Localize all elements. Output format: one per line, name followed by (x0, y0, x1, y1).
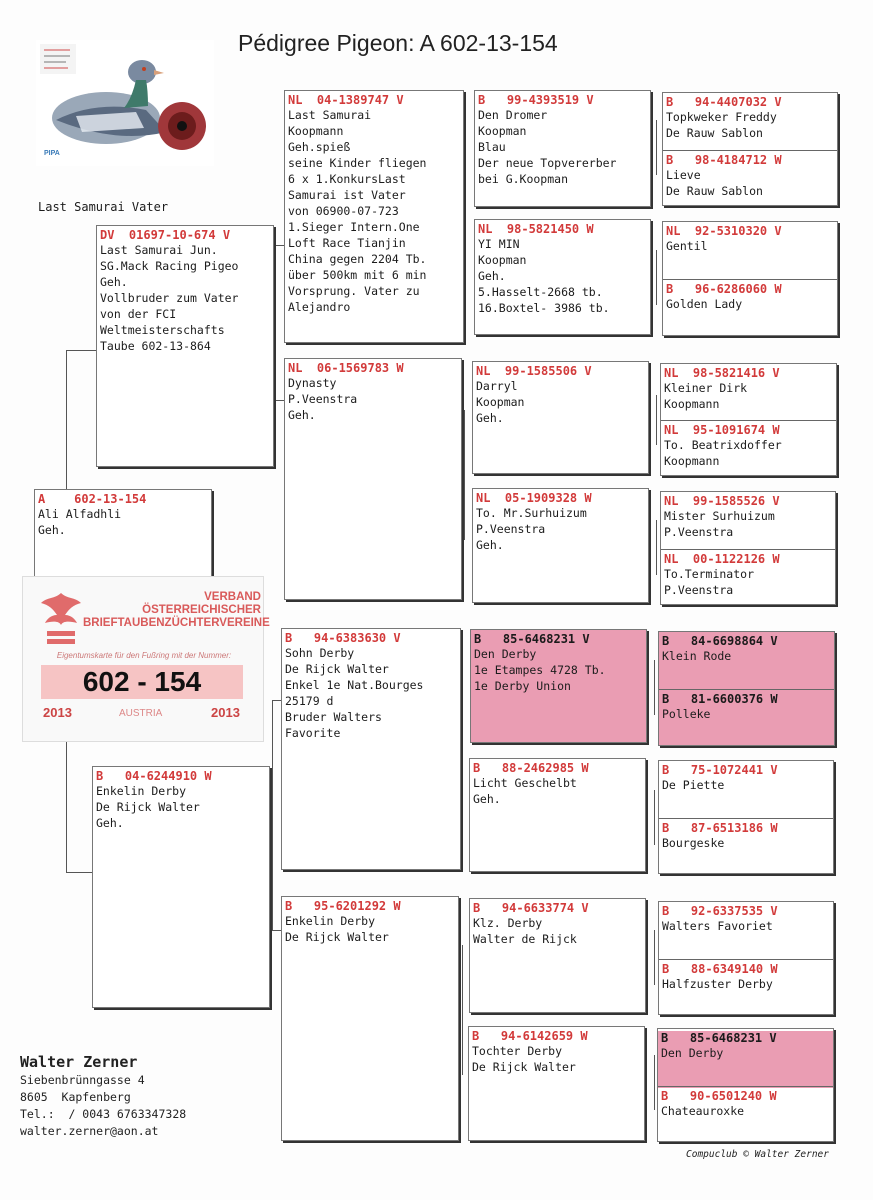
card-line: P.Veenstra (664, 525, 734, 539)
association-line: ÖSTERREICHISCHER (142, 604, 261, 616)
ring-number: NL 99-1585506 V (476, 364, 592, 378)
gggp-card[interactable] (659, 960, 833, 992)
sire-sire-card[interactable] (284, 90, 464, 343)
ring-number: NL 95-1091674 W (664, 423, 780, 437)
card-line: De Rijck Walter (285, 662, 389, 676)
connector (656, 120, 657, 175)
card-line: von 06900-07-723 (288, 204, 399, 218)
gggp-pair (657, 1028, 834, 1142)
ring-number: B 94-6633774 V (473, 901, 589, 915)
gggp-card[interactable] (659, 904, 833, 934)
gggp-pair (662, 92, 838, 206)
dam-card[interactable] (92, 766, 270, 1008)
pigeon-card[interactable] (34, 489, 212, 579)
card-line: Klz. Derby (473, 916, 543, 930)
address-line: 8605 Kapfenberg (20, 1090, 131, 1104)
ring-number: DV 01697-10-674 V (100, 228, 231, 242)
card-line: Ali Alfadhli (38, 507, 122, 521)
sire-card[interactable] (96, 225, 274, 467)
card-line: Walter de Rijck (473, 932, 577, 946)
card-line: Samurai ist Vater (288, 188, 406, 202)
gggp-card-highlighted[interactable] (658, 1031, 833, 1088)
card-line: P.Veenstra (476, 522, 546, 536)
ggp-card[interactable] (468, 1026, 645, 1141)
card-line: De Rijck Walter (96, 800, 200, 814)
card-line: Polleke (662, 707, 711, 721)
address-line: Siebenbrünngasse 4 (20, 1073, 145, 1087)
card-line: Geh. (100, 275, 128, 289)
card-line: De Piette (662, 778, 725, 792)
card-line: 1.Sieger Intern.One (288, 220, 420, 234)
card-line: Vollbruder zum Vater (100, 291, 239, 305)
card-line: P.Veenstra (664, 583, 734, 597)
card-line: Geh. (473, 792, 501, 806)
ring-number: B 87-6513186 W (662, 821, 778, 835)
connector (272, 700, 273, 930)
card-line: Der neue Topvererber (478, 156, 617, 170)
ggp-card-highlighted[interactable] (470, 629, 647, 743)
card-line: Koopmann (288, 124, 344, 138)
card-subtitle: Eigentumskarte für den Fußring mit der Nummer: (56, 651, 232, 660)
ring-number: B 96-6286060 W (666, 282, 782, 296)
card-line: Topkweker Freddy (666, 110, 777, 124)
card-line: Darryl (476, 379, 518, 393)
ring-number: B 88-2462985 W (473, 761, 589, 775)
card-line: Last Samurai (288, 108, 372, 122)
ring-number: NL 98-5821450 W (478, 222, 594, 236)
ring-number: B 04-6244910 W (96, 769, 212, 783)
gggp-card[interactable] (659, 690, 834, 722)
card-line: Enkel 1e Nat.Bourges (285, 678, 424, 692)
ownership-card (22, 576, 270, 742)
ring-number: B 85-6468231 V (661, 1031, 777, 1045)
gggp-card[interactable] (659, 634, 834, 664)
card-line: Den Derby (661, 1046, 724, 1060)
ring-number: B 94-4407032 V (666, 95, 782, 109)
pigeon-photo (36, 40, 214, 166)
card-line: bei G.Koopman (478, 172, 569, 186)
ggp-card[interactable] (474, 219, 651, 335)
ggp-card[interactable] (472, 488, 649, 603)
card-line: 16.Boxtel- 3986 tb. (478, 301, 610, 315)
connector (464, 150, 465, 270)
ring-number: NL 92-5310320 V (666, 224, 782, 238)
card-line: Koopmann (664, 397, 720, 411)
gggp-card[interactable] (663, 95, 837, 141)
card-line: De Rauw Sablon (666, 126, 763, 140)
card-line: Geh. (476, 538, 504, 552)
connector (656, 250, 657, 305)
card-line: Blau (478, 140, 506, 154)
card-line: To. Mr.Surhuizum (476, 506, 587, 520)
gggp-card[interactable] (663, 151, 837, 199)
card-line: Gentil (666, 239, 708, 253)
ring-number: B 98-4184712 W (666, 153, 782, 167)
ggp-card[interactable] (474, 90, 651, 207)
ring-number: B 95-6201292 W (285, 899, 401, 913)
card-line: Geh. (476, 411, 504, 425)
ring-number: NL 99-1585526 V (664, 494, 780, 508)
ggp-card[interactable] (469, 758, 646, 872)
ring-number: NL 98-5821416 V (664, 366, 780, 380)
ring-number: B 90-6501240 W (661, 1089, 777, 1103)
email: walter.zerner@aon.at (20, 1124, 159, 1138)
card-year-right: 2013 (211, 705, 240, 720)
card-line: Dynasty (288, 376, 337, 390)
card-line: Geh. (288, 408, 316, 422)
card-line: 6 x 1.KonkursLast (288, 172, 406, 186)
phone: Tel.: / 0043 6763347328 (20, 1107, 187, 1121)
ring-number: A 602-13-154 (38, 492, 147, 506)
ggp-card[interactable] (469, 898, 646, 1013)
gggp-card[interactable] (663, 224, 837, 254)
card-line: Koopman (476, 395, 525, 409)
page-title: Pédigree Pigeon: A 602-13-154 (238, 30, 558, 56)
ring-number: B 81-6600376 W (662, 692, 778, 706)
ring-number: B 84-6698864 V (662, 634, 778, 648)
card-line: Enkelin Derby (285, 914, 376, 928)
gggp-pair (662, 221, 838, 336)
dam-dam-card[interactable] (281, 896, 459, 1141)
card-line: De Rauw Sablon (666, 184, 763, 198)
card-line: Den Derby (474, 647, 537, 661)
card-line: seine Kinder fliegen (288, 156, 427, 170)
connector (462, 686, 463, 806)
ring-number: NL 04-1389747 V (288, 93, 404, 107)
connector (656, 395, 657, 445)
ring-number: B 94-6142659 W (472, 1029, 588, 1043)
connector (654, 930, 655, 985)
card-line: Chateauroxke (661, 1104, 745, 1118)
card-line: Mister Surhuizum (664, 509, 775, 523)
breeder-address (20, 1052, 186, 1140)
ring-number: B 75-1072441 V (662, 763, 778, 777)
card-year-left: 2013 (43, 705, 72, 720)
card-line: 25179 d (285, 694, 334, 708)
card-line: 5.Hasselt-2668 tb. (478, 285, 603, 299)
association-line: BRIEFTAUBENZÜCHTERVEREINE (83, 617, 270, 629)
card-line: von der FCI (100, 307, 177, 321)
card-line: Den Dromer (478, 108, 548, 122)
gggp-card[interactable] (659, 763, 833, 793)
footer-credit: Compuclub © Walter Zerner (686, 1149, 829, 1160)
card-line: Weltmeisterschafts (100, 323, 225, 337)
ring-number: B 99-4393519 V (478, 93, 594, 107)
connector (654, 660, 655, 715)
connector (66, 350, 98, 351)
ring-number: B 94-6383630 V (285, 631, 401, 645)
card-line: Geh.spieß (288, 140, 351, 154)
card-line: To.Terminator (664, 567, 755, 581)
card-line: Enkelin Derby (96, 784, 187, 798)
card-line: Walters Favoriet (662, 919, 773, 933)
ring-number: NL 05-1909328 W (476, 491, 592, 505)
ring-number-large: 602 - 154 (82, 666, 202, 697)
gggp-pair (658, 901, 834, 1015)
card-line: über 500km mit 6 min (288, 268, 427, 282)
card-line: Geh. (478, 269, 506, 283)
card-line: Bruder Walters (285, 710, 382, 724)
connector (66, 872, 92, 873)
gggp-pair (658, 760, 834, 874)
card-line: Vorsprung. Vater zu (288, 284, 420, 298)
connector (464, 410, 465, 540)
gggp-card[interactable] (661, 366, 836, 412)
card-line: Geh. (38, 523, 66, 537)
gggp-pair (660, 363, 837, 476)
dam-sire-card[interactable] (281, 628, 461, 870)
card-line: De Rijck Walter (285, 930, 389, 944)
card-line: China gegen 2204 Tb. (288, 252, 427, 266)
card-line: Klein Rode (662, 649, 732, 663)
card-line: Lieve (666, 168, 701, 182)
ring-number: NL 00-1122126 W (664, 552, 780, 566)
association-name (83, 591, 270, 630)
card-line: Sohn Derby (285, 646, 355, 660)
card-line: Licht Geschelbt (473, 776, 577, 790)
dove-logo-icon (37, 589, 85, 649)
vater-label: Last Samurai Vater (38, 200, 169, 214)
card-country: AUSTRIA (119, 708, 163, 719)
card-line: Golden Lady (666, 297, 743, 311)
card-line: Halfzuster Derby (662, 977, 773, 991)
gggp-card[interactable] (661, 421, 836, 469)
pipa-logo: PIPA (44, 150, 60, 157)
card-line: Geh. (96, 816, 124, 830)
card-line: Taube 602-13-864 (100, 339, 211, 353)
ggp-card[interactable] (472, 361, 649, 474)
card-line: Loft Race Tianjin (288, 236, 406, 250)
ring-number: B 92-6337535 V (662, 904, 778, 918)
gggp-card[interactable] (663, 280, 837, 312)
card-line: De Rijck Walter (472, 1060, 576, 1074)
connector (462, 945, 463, 1075)
breeder-name: Walter Zerner (20, 1053, 138, 1071)
gggp-pair-highlighted (658, 631, 835, 746)
card-line: 1e Derby Union (474, 679, 571, 693)
ring-number: B 85-6468231 V (474, 632, 590, 646)
card-line: Last Samurai Jun. (100, 243, 218, 257)
card-line: Kleiner Dirk (664, 381, 748, 395)
card-line: Bourgeske (662, 836, 725, 850)
gggp-card[interactable] (661, 494, 835, 540)
card-line: SG.Mack Racing Pigeo (100, 259, 239, 273)
card-line: To. Beatrixdoffer (664, 438, 782, 452)
gggp-card[interactable] (659, 819, 833, 851)
connector (656, 520, 657, 575)
card-line: Koopman (478, 253, 527, 267)
card-line: Alejandro (288, 300, 351, 314)
sire-dam-card[interactable] (284, 358, 462, 600)
connector (654, 790, 655, 845)
association-line: VERBAND (204, 591, 261, 603)
card-line: Favorite (285, 726, 341, 740)
card-line: P.Veenstra (288, 392, 358, 406)
gggp-pair (660, 491, 836, 605)
card-line: Koopmann (664, 454, 720, 468)
ring-number: B 88-6349140 W (662, 962, 778, 976)
card-line: Koopman (478, 124, 527, 138)
card-line: 1e Etampes 4728 Tb. (474, 663, 606, 677)
ring-number: NL 06-1569783 W (288, 361, 404, 375)
card-line: Tochter Derby (472, 1044, 563, 1058)
gggp-card[interactable] (661, 550, 835, 598)
card-line: YI MIN (478, 237, 520, 251)
gggp-card[interactable] (658, 1087, 833, 1119)
connector (654, 1055, 655, 1110)
